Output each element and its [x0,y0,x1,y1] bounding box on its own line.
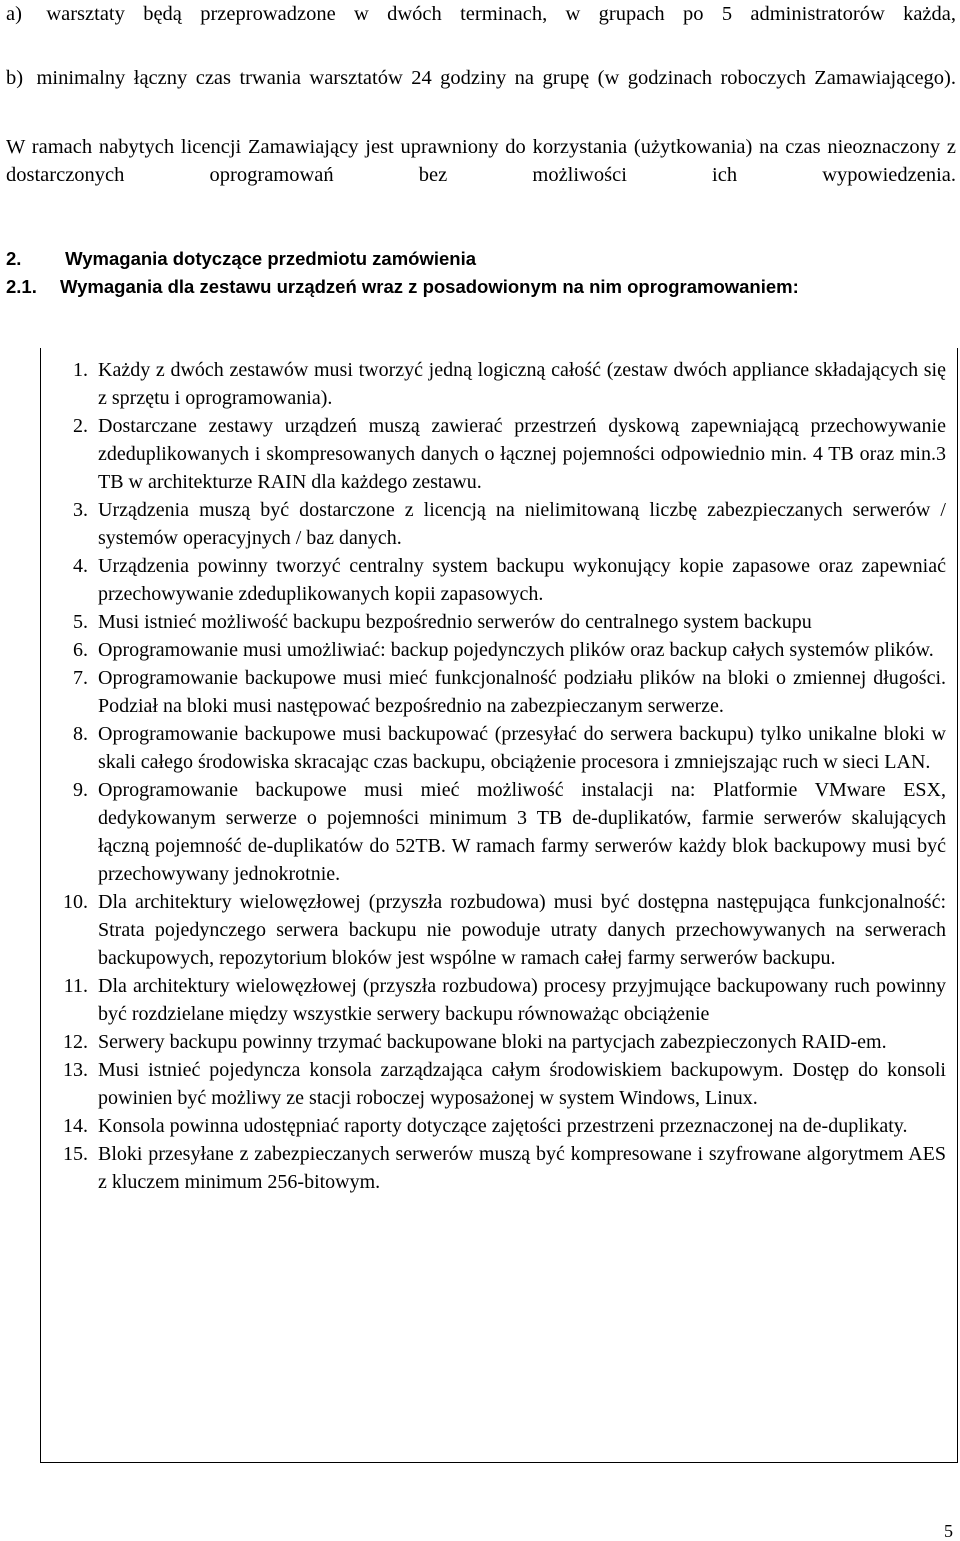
requirement-text: Bloki przesyłane z zabezpieczanych serwerów muszą być kompresowane i szyfrowane algorytmem AES z kluczem minimum 256-bitowym. [98,1143,946,1193]
intro-item-a [6,0,956,28]
requirement-text: Każdy z dwóch zestawów musi tworzyć jedną logiczną całość (zestaw dwóch appliance składających się z sprzętu i oprogramowania). [98,359,946,409]
requirement-item [40,720,956,776]
requirement-number: 3. [73,499,88,521]
subsection-heading [6,272,956,302]
requirement-item [40,1112,956,1140]
intro-item-text: minimalny łączny czas trwania warsztatów 24 godziny na grupę (w godzinach roboczych Zamawiającego). [36,67,956,89]
requirement-number: 13. [63,1059,88,1081]
section-heading [6,244,476,274]
requirement-item [40,552,956,608]
requirements-list [40,356,956,1196]
subsection-title: Wymagania dla zestawu urządzeń wraz z posadowionym na nim oprogramowaniem: [60,276,799,297]
requirement-number: 5. [73,611,88,633]
requirement-number: 7. [73,667,88,689]
requirement-item [40,888,956,972]
requirement-number: 14. [63,1115,88,1137]
license-paragraph: W ramach nabytych licencji Zamawiający jest uprawniony do korzystania (użytkowania) na czas nieoznaczony z dostarczonych oprogramowań bez możliwości ich wypowiedzenia. [6,136,956,186]
requirement-item [40,496,956,552]
requirement-item [40,776,956,888]
intro-item-marker: a) [6,3,22,25]
requirement-number: 2. [73,415,88,437]
requirement-text: Oprogramowanie musi umożliwiać: backup pojedynczych plików oraz backup całych systemów plików. [98,639,934,661]
section-number: 2. [6,248,22,269]
requirement-text: Dla architektury wielowęzłowej (przyszła rozbudowa) procesy przyjmujące backupowany ruch powinny być rozdzielane między wszystkie serwery backupu równoważąc obciążenie [98,975,946,1025]
requirement-number: 4. [73,555,88,577]
requirement-number: 15. [63,1143,88,1165]
requirement-item [40,972,956,1028]
intro-item-marker: b) [6,67,24,89]
requirement-number: 11. [63,975,88,997]
requirement-item [40,608,956,636]
requirement-number: 10. [63,891,88,913]
section-title: Wymagania dotyczące przedmiotu zamówienia [65,248,477,269]
requirement-text: Urządzenia muszą być dostarczone z licencją na nielimitowaną liczbę zabezpieczanych serwerów / systemów operacyjnych / baz danych. [98,499,946,549]
requirement-item [40,412,956,496]
requirement-text: Serwery backupu powinny trzymać backupowane bloki na partycjach zabezpieczonych RAID-em. [98,1031,887,1053]
requirement-number: 1. [73,359,88,381]
intro-item-b [6,64,956,92]
requirement-item [40,1028,956,1056]
requirement-item [40,1140,956,1196]
requirement-number: 12. [63,1031,88,1053]
page-number: 5 [944,1521,953,1541]
requirement-item [40,664,956,720]
requirement-item [40,1056,956,1112]
requirement-text: Dla architektury wielowęzłowej (przyszła rozbudowa) musi być dostępna następująca funkcjonalność: Strata pojedynczego serwera backupu nie powoduje utraty danych przechowywanych na serwerach backupowych, repozytorium bloków jest wspólne w ramach całej farmy serwerów backupu. [98,891,946,969]
intro-item-text: warsztaty będą przeprowadzone w dwóch terminach, w grupach po 5 administratorów każda, [46,3,956,25]
requirement-text: Oprogramowanie backupowe musi mieć funkcjonalność podziału plików na bloki o zmiennej długości. Podział na bloki musi następować bezpośrednio na zabezpieczanym serwerze. [98,667,946,717]
requirement-number: 8. [73,723,88,745]
requirement-text: Dostarczane zestawy urządzeń muszą zawierać przestrzeń dyskową zapewniającą przechowywanie zdeduplikowanych i skompresowanych danych o łącznej pojemności odpowiednio min. 4 TB oraz min.3 TB w architekturze RAIN dla każdego zestawu. [98,415,946,493]
requirement-text: Musi istnieć pojedyncza konsola zarządzająca całym środowiskiem backupowym. Dostęp do konsoli powinien być możliwy ze stacji roboczej wyposażonej w system Windows, Linux. [98,1059,946,1109]
requirement-number: 6. [73,639,88,661]
requirement-text: Oprogramowanie backupowe musi backupować (przesyłać do serwera backupu) tylko unikalne bloki w skali całego środowiska skracając czas backupu, obciążenie procesora i zmniejszając ruch w sieci LAN. [98,723,946,773]
requirement-item [40,636,956,664]
requirement-item [40,356,956,412]
requirement-text: Urządzenia powinny tworzyć centralny system backupu wykonujący kopie zapasowe oraz zapewniać przechowywanie zdeduplikowanych kopii zapasowych. [98,555,946,605]
requirement-text: Oprogramowanie backupowe musi mieć możliwość instalacji na: Platformie VMware ESX, dedykowanym serwerze o pojemności minimum 3 TB de-duplikatów, farmie serwerów skalujących łączną pojemność de-duplikatów do 52TB. W ramach farmy serwerów każdy blok backupowy musi być przechowywany jednokrotnie. [98,779,946,885]
subsection-number: 2.1. [6,276,37,297]
requirement-number: 9. [73,779,88,801]
requirement-text: Konsola powinna udostępniać raporty dotyczące zajętości przestrzeni przeznaczonej na de-duplikaty. [98,1115,908,1137]
requirement-text: Musi istnieć możliwość backupu bezpośrednio serwerów do centralnego system backupu [98,611,812,633]
